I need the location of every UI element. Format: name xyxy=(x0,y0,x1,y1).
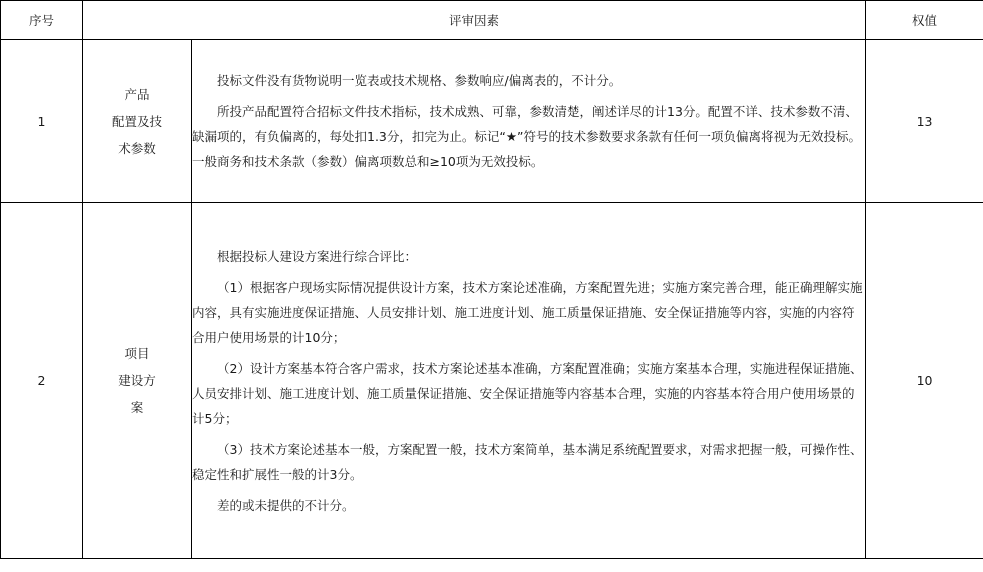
row-no: 1 xyxy=(1,40,83,203)
item-line: 配置及技 xyxy=(111,113,162,129)
row-description xyxy=(192,203,866,559)
row-description xyxy=(192,40,866,203)
criteria-paragraph: （1）根据客户现场实际情况提供设计方案，技术方案论述准确，方案配置先进；实施方案完善合理，能正确理解实施内容，具有实施进度保证措施、人员安排计划、施工进度计划、施工质量保证措施、安全保证措施等内容，实施的内容符合用户使用场景的计10分； xyxy=(192,279,863,345)
row-weight: 13 xyxy=(866,40,983,203)
criteria-paragraph: （2）设计方案基本符合客户需求，技术方案论述基本准确，方案配置准确；实施方案基本合理，实施进程保证措施、人员安排计划、施工进度计划、施工质量保证措施、安全保证措施等内容基本合理，实施的内容基本符合用户使用场景的计5分； xyxy=(192,360,863,426)
row-item xyxy=(83,40,192,203)
item-line: 项目 xyxy=(124,346,150,361)
item-line: 产品 xyxy=(124,86,150,102)
criteria-paragraph: （3）技术方案论述基本一般，方案配置一般，技术方案简单，基本满足系统配置要求，对需求把握一般，可操作性、稳定性和扩展性一般的计3分。 xyxy=(192,441,863,482)
criteria-paragraph: 根据投标人建设方案进行综合评比： xyxy=(217,248,418,264)
row-weight: 10 xyxy=(866,203,983,559)
criteria-paragraph: 所投产品配置符合招标文件技术指标，技术成熟、可靠，参数清楚，阐述详尽的计13分。配置不详、技术参数不清、缺漏项的，有负偏离的，每处扣1.3分，扣完为止。标记“★”符号的技术参数要求条款有任何一项负偏离将视为无效投标。一般商务和技术条款（参数）偏离项数总和≥10项为无效投标。 xyxy=(192,104,862,169)
row-no: 2 xyxy=(1,203,83,559)
table-row xyxy=(1,203,983,559)
header-no: 序号 xyxy=(1,1,83,40)
header-row xyxy=(1,1,983,40)
item-line: 案 xyxy=(130,400,144,415)
header-weight: 权值 xyxy=(866,1,983,40)
header-factor: 评审因素 xyxy=(83,1,866,40)
criteria-paragraph: 投标文件没有货物说明一览表或技术规格、参数响应/偏离表的，不计分。 xyxy=(217,73,622,88)
table-row xyxy=(1,40,983,203)
criteria-paragraph: 差的或未提供的不计分。 xyxy=(217,497,355,513)
item-line: 建设方 xyxy=(118,373,156,388)
item-line: 术参数 xyxy=(118,140,156,156)
row-item xyxy=(83,203,192,559)
